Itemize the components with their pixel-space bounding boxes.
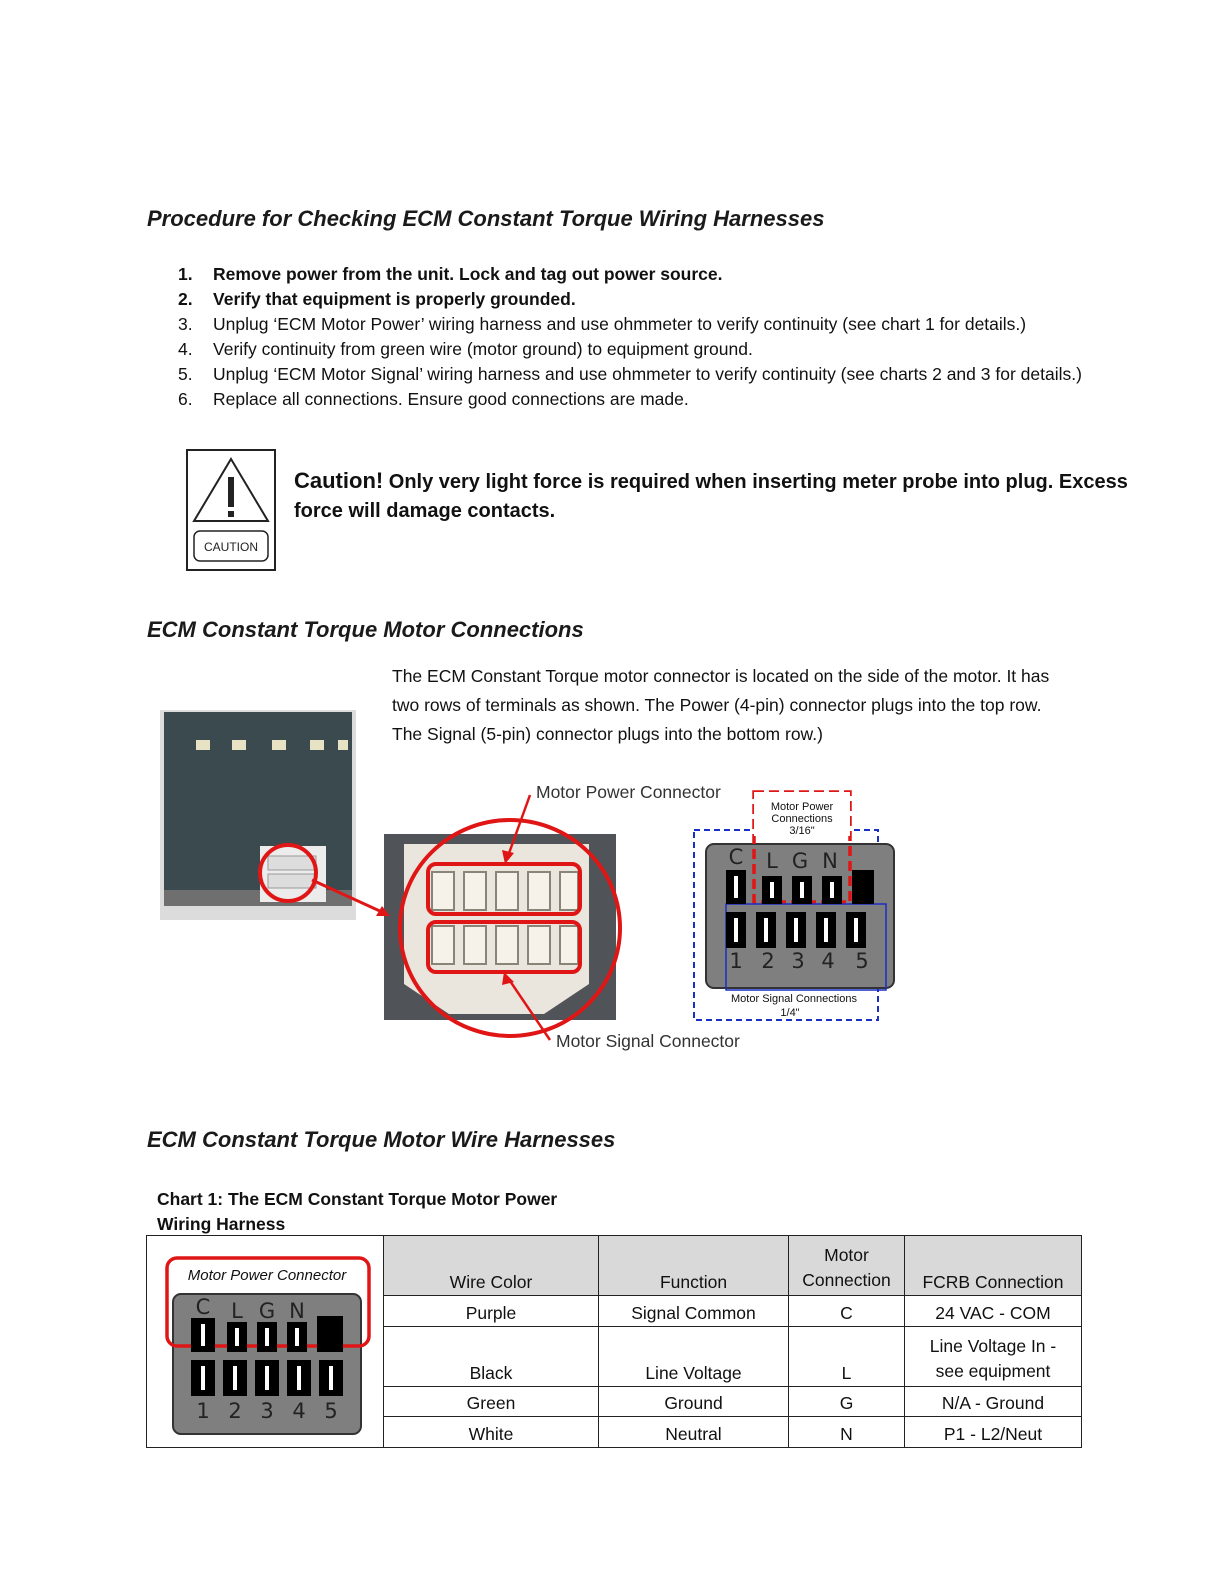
signal-box-line1: Motor Signal Connections <box>731 993 857 1005</box>
cell-function: Signal Common <box>599 1296 789 1327</box>
chart-pin-n: N <box>289 1299 305 1323</box>
pin-label-g: G <box>791 849 809 873</box>
pin-label-3: 3 <box>791 949 805 973</box>
step-4: 4. Verify continuity from green wire (motor ground) to equipment ground. <box>178 339 753 359</box>
cell-wire: Green <box>384 1386 599 1417</box>
caution-icon-label: CAUTION <box>204 540 258 554</box>
step-2: 2. Verify that equipment is properly grounded. <box>178 289 576 309</box>
chart-pin-3: 3 <box>260 1399 274 1423</box>
cell-motor: L <box>789 1326 905 1386</box>
col-header-wire-color: Wire Color <box>384 1236 599 1296</box>
power-box-line3: 3/16" <box>789 825 815 837</box>
cell-wire: Black <box>384 1326 599 1386</box>
harnesses-heading: ECM Constant Torque Motor Wire Harnesses <box>147 1127 616 1152</box>
connections-heading: ECM Constant Torque Motor Connections <box>147 617 584 642</box>
pin-label-2: 2 <box>761 949 775 973</box>
power-connector-label: Motor Power Connector <box>536 782 721 802</box>
connector-diagram-cell <box>147 1236 384 1448</box>
step-3: 3. Unplug ‘ECM Motor Power’ wiring harness and use ohmmeter to verify continuity (see chart 1 for details.) <box>178 314 1027 334</box>
chart-1-table <box>146 1235 1082 1448</box>
cell-function: Line Voltage <box>599 1326 789 1386</box>
chart-1-title: Chart 1: The ECM Constant Torque Motor Power Wiring Harness <box>157 1189 558 1234</box>
pin-label-n: N <box>822 849 838 873</box>
pin-label-c: C <box>728 845 744 869</box>
step-5: 5. Unplug ‘ECM Motor Signal’ wiring harness and use ohmmeter to verify continuity (see charts 2 and 3 for details.) <box>178 364 1082 384</box>
signal-connector-label: Motor Signal Connector <box>556 1031 740 1051</box>
chart-pin-1: 1 <box>196 1399 210 1423</box>
chart-pin-5: 5 <box>324 1399 338 1423</box>
pin-label-5: 5 <box>855 949 869 973</box>
step-1: 1. Remove power from the unit. Lock and tag out power source. <box>178 264 723 284</box>
chart-pin-2: 2 <box>228 1399 242 1423</box>
power-box-line1: Motor Power <box>770 801 834 813</box>
cell-fcrb: N/A - Ground <box>905 1386 1082 1417</box>
cell-function: Neutral <box>599 1417 789 1448</box>
chart-pin-g: G <box>258 1299 276 1323</box>
chart-pin-4: 4 <box>292 1399 306 1423</box>
power-box-line2: Connections <box>771 813 833 825</box>
pin-label-4: 4 <box>821 949 835 973</box>
connections-intro: The ECM Constant Torque motor connector is located on the side of the motor. It has two rows of terminals as shown. The Power (4-pin) connector plugs into the top row. The Signal (5-pin) connector plugs into the bottom row.) <box>392 666 1050 744</box>
pin-label-1: 1 <box>729 949 743 973</box>
connector-schematic <box>690 788 902 1024</box>
pin-label-l: L <box>766 849 778 873</box>
cell-motor: C <box>789 1296 905 1327</box>
cell-motor: N <box>789 1417 905 1448</box>
cell-motor: G <box>789 1386 905 1417</box>
cell-fcrb: 24 VAC - COM <box>905 1296 1082 1327</box>
step-6: 6. Replace all connections. Ensure good connections are made. <box>178 389 689 409</box>
chart-connector-label: Motor Power Connector <box>187 1267 347 1284</box>
cell-wire: White <box>384 1417 599 1448</box>
signal-box-line2: 1/4" <box>780 1007 800 1019</box>
page-title: Procedure for Checking ECM Constant Torque Wiring Harnesses <box>147 206 825 231</box>
col-header-fcrb-connection: FCRB Connection <box>905 1236 1082 1296</box>
chart-pin-l: L <box>231 1299 243 1323</box>
col-header-motor-connection: Motor Connection <box>789 1236 905 1296</box>
col-header-function: Function <box>599 1236 789 1296</box>
cell-fcrb: P1 - L2/Neut <box>905 1417 1082 1448</box>
caution-text: Caution! Only very light force is required when inserting meter probe into plug. Excess force will damage contacts. <box>294 468 1128 522</box>
chart-pin-c: C <box>195 1295 211 1319</box>
cell-function: Ground <box>599 1386 789 1417</box>
cell-wire: Purple <box>384 1296 599 1327</box>
cell-fcrb: Line Voltage In - see equipment <box>905 1326 1082 1386</box>
